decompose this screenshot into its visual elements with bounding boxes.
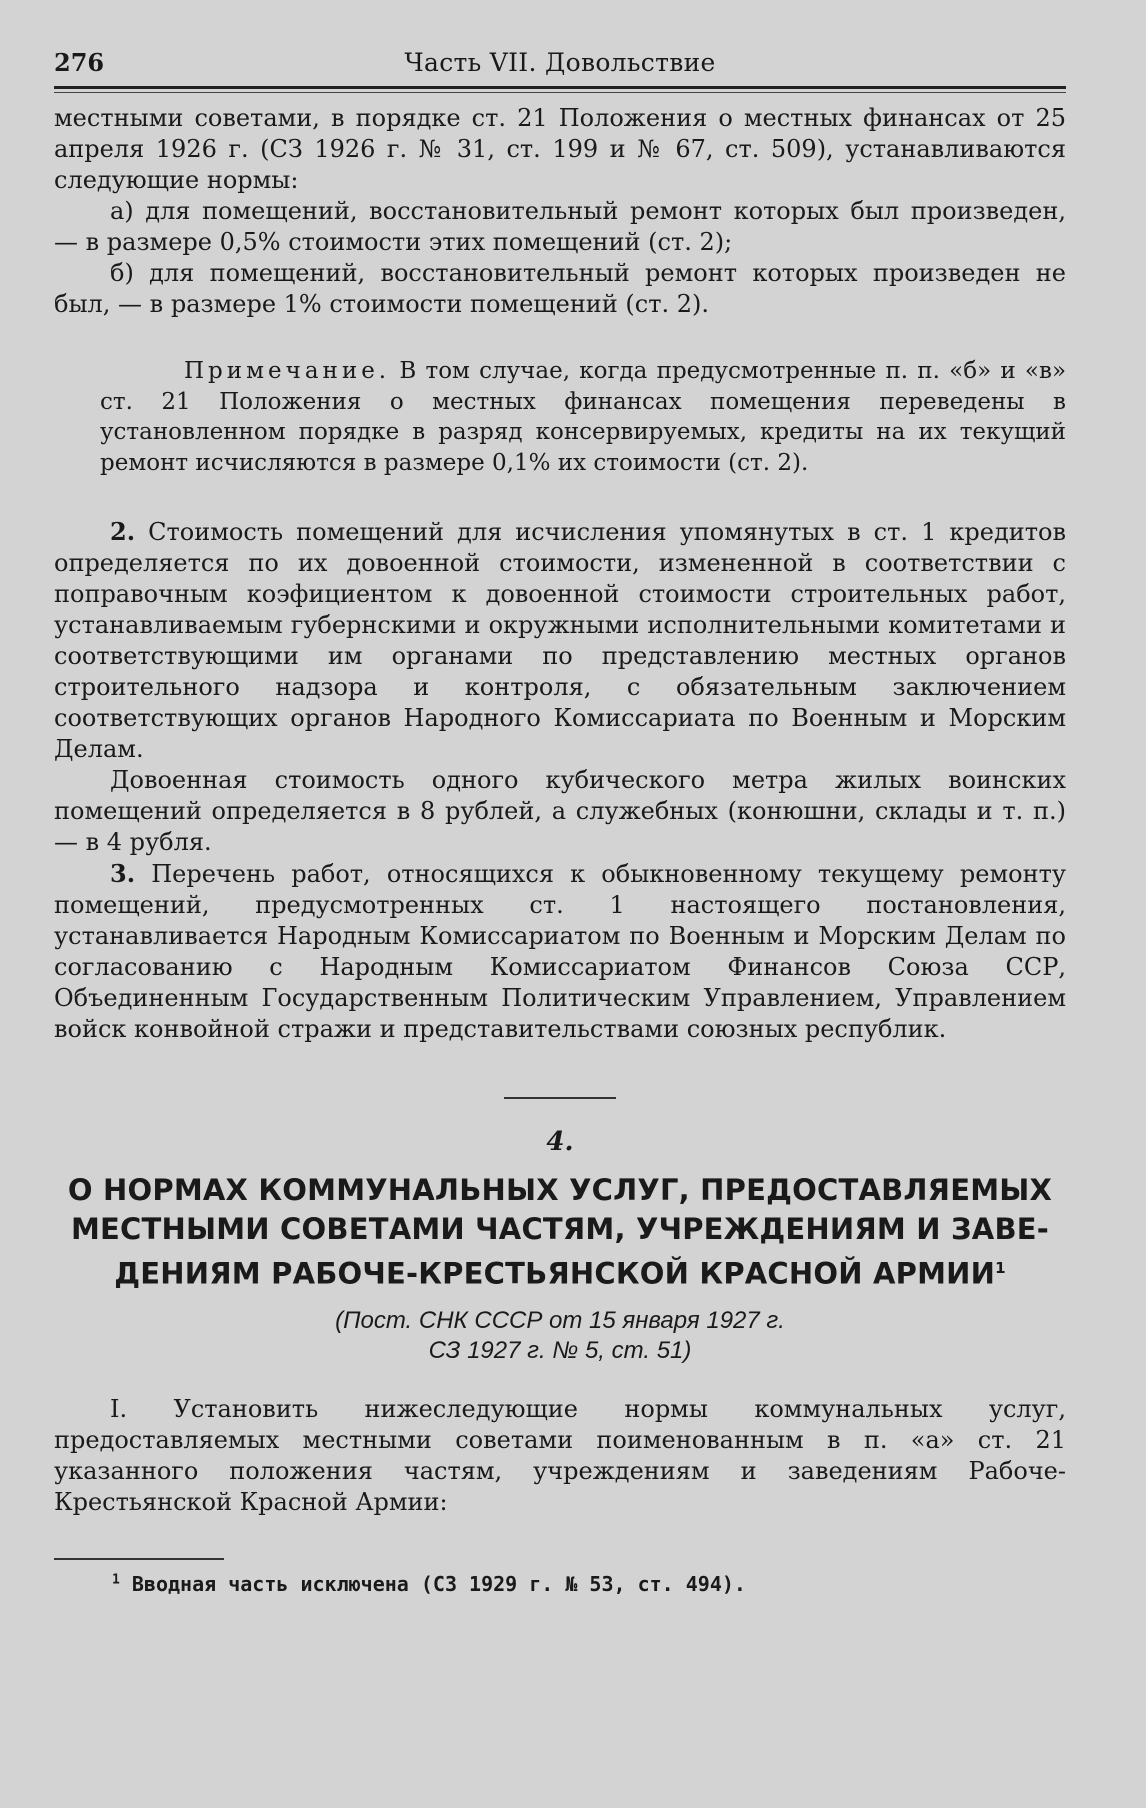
section-title	[54, 1171, 1066, 1294]
article-2-number: 2.	[110, 517, 136, 546]
note-paragraph	[100, 356, 1066, 478]
footnote-text: Вводная часть исключена (СЗ 1929 г. № 53, ст. 494).	[131, 1571, 746, 1596]
header-rule-thin	[54, 92, 1066, 93]
item-b: б) для помещений, восстановительный ремонт которых произведен не был, — в размере 1% стоимости помещений (ст. 2).	[54, 259, 1066, 318]
section-number: 4.	[546, 1127, 574, 1157]
section-divider	[504, 1097, 616, 1099]
footnote-rule	[54, 1558, 224, 1560]
article-2-continued: Довоенная стоимость одного кубического метра жилых воинских помещений определяется в 8 рублей, а служебных (конюшни, склады и т. п.) — в 4 рубля.	[54, 766, 1066, 856]
section-title-line-3: ДЕНИЯМ РАБОЧЕ-КРЕСТЬЯНСКОЙ КРАСНОЙ АРМИИ	[114, 1256, 996, 1291]
section-title-line-2: МЕСТНЫМИ СОВЕТАМИ ЧАСТЯМ, УЧРЕЖДЕНИЯМ И ЗАВЕ-	[70, 1212, 1049, 1246]
paragraph-I: I. Установить нижеследующие нормы коммунальных услуг, предоставляемых местными советами поименованным в п. «а» ст. 21 указанного положения частям, учреждениям и заведениям Рабоче-Крестьянской Красной Армии:	[54, 1394, 1066, 1516]
note-text: В том случае, когда предусмотренные п. п. «б» и «в» ст. 21 Положения о местных финансах помещения переведены в установленном порядке в разряд консервируемых, кредиты на их текущий ремонт исчисляются в размере 0,1% их стоимости (ст. 2).	[100, 358, 1067, 476]
note-label: Примечание.	[184, 358, 391, 384]
article-2-text: Стоимость помещений для исчисления упомянутых в ст. 1 кредитов определяется по их довоенной стоимости, измененной в соответствии с поправочным коэфициентом к довоенной стоимости строительных работ, устанавливаемым губернскими и окружными исполнительными комитетами и соответствующими им органами по представлению местных органов строительного надзора и контроля, с обязательным заключением соответствующих органов Народного Комиссариата по Военным и Морским Делам.	[54, 518, 1066, 763]
section-title-line-1: О НОРМАХ КОММУНАЛЬНЫХ УСЛУГ, ПРЕДОСТАВЛЯЕМЫХ	[67, 1173, 1053, 1207]
source-citation	[54, 1306, 1066, 1366]
source-line-1: (Пост. СНК СССР от 15 января 1927 г.	[335, 1306, 785, 1334]
footnote-mark: 1	[112, 1572, 120, 1587]
running-title: Часть VII. Довольствие	[404, 48, 716, 77]
title-footnote-mark[interactable]: 1	[995, 1259, 1006, 1277]
page-header	[54, 40, 1066, 82]
article-3-number: 3.	[110, 859, 136, 888]
continued-paragraph: местными советами, в порядке ст. 21 Положения о местных финансах от 25 апреля 1926 г. (СЗ 1926 г. № 31, ст. 199 и № 67, ст. 509), устанавливаются следующие нормы:	[54, 104, 1066, 194]
item-a: а) для помещений, восстановительный ремонт которых был произведен, — в размере 0,5% стоимости этих помещений (ст. 2);	[54, 197, 1066, 256]
header-rule	[54, 86, 1066, 89]
page-number: 276	[54, 48, 105, 77]
footnote	[112, 1572, 1066, 1596]
article-2	[54, 516, 1066, 765]
article-3-text: Перечень работ, относящихся к обыкновенному текущему ремонту помещений, предусмотренных ст. 1 настоящего постановления, устанавливается Народным Комиссариатом по Военным и Морским Делам по согласованию с Народным Комиссариатом Финансов Союза ССР, Объединенным Государственным Политическим Управлением, Управлением войск конвойной стражи и представительствами союзных республик.	[54, 860, 1066, 1043]
source-line-2: СЗ 1927 г. № 5, ст. 51)	[428, 1336, 692, 1364]
article-3	[54, 858, 1066, 1045]
